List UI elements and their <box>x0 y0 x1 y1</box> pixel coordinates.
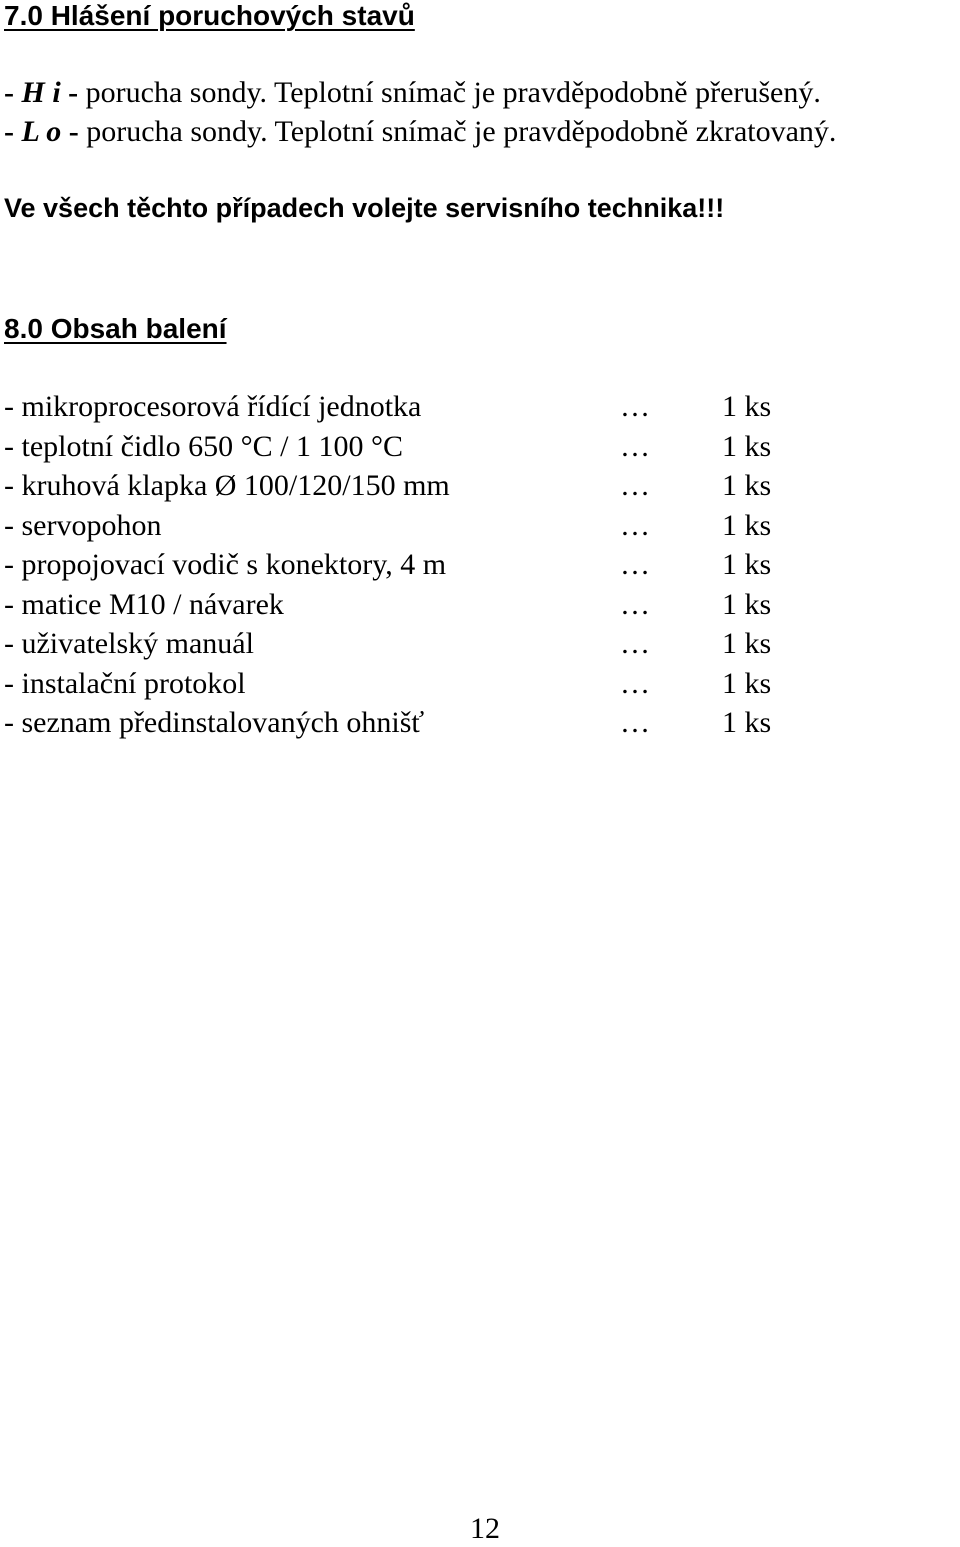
item-name: - teplotní čidlo 650 °C / 1 100 °C <box>4 429 403 463</box>
fault-description: porucha sondy. Teplotní snímač je pravděpodobně přerušený. <box>85 76 821 109</box>
list-item <box>4 471 804 511</box>
fault-code-hi: H i <box>21 76 61 109</box>
section-7-heading: 7.0 Hlášení poruchových stavů <box>4 0 415 31</box>
section-8-heading: 8.0 Obsah balení <box>4 313 227 344</box>
list-item <box>4 508 804 551</box>
item-leader: … <box>620 548 650 581</box>
package-contents-list <box>4 392 804 748</box>
item-name: - servopohon <box>4 508 162 542</box>
fault-separator: - <box>61 115 87 148</box>
item-quantity: 1 ks <box>722 666 772 700</box>
item-leader: … <box>620 666 650 700</box>
item-quantity: 1 ks <box>722 627 772 660</box>
item-leader: … <box>620 508 650 542</box>
item-leader: … <box>620 429 650 463</box>
item-name: - seznam předinstalovaných ohnišť <box>4 706 425 739</box>
item-leader: … <box>620 469 650 502</box>
item-leader: … <box>620 627 650 660</box>
list-item <box>4 392 804 432</box>
item-name: - mikroprocesorová řídící jednotka <box>4 390 422 423</box>
item-name: - instalační protokol <box>4 666 246 700</box>
item-quantity: 1 ks <box>722 706 772 739</box>
fault-lo-line <box>4 117 836 147</box>
list-item <box>4 708 804 748</box>
item-quantity: 1 ks <box>722 587 772 621</box>
item-quantity: 1 ks <box>722 429 772 463</box>
fault-hi-line <box>4 78 821 108</box>
fault-prefix: - <box>4 76 22 109</box>
item-quantity: 1 ks <box>722 469 772 502</box>
item-quantity: 1 ks <box>722 548 772 581</box>
service-notice: Ve všech těchto případech volejte servisního technika!!! <box>4 193 725 223</box>
list-item <box>4 550 804 590</box>
item-name: - propojovací vodič s konektory, 4 m <box>4 548 447 581</box>
item-quantity: 1 ks <box>722 390 772 423</box>
fault-separator: - <box>60 76 86 109</box>
page-number: 12 <box>470 1512 500 1545</box>
fault-prefix: - <box>4 115 22 148</box>
item-name: - matice M10 / návarek <box>4 587 284 621</box>
item-leader: … <box>620 706 650 739</box>
fault-description: porucha sondy. Teplotní snímač je pravděpodobně zkratovaný. <box>86 115 837 148</box>
item-leader: … <box>620 390 650 423</box>
item-name: - kruhová klapka Ø 100/120/150 mm <box>4 469 450 502</box>
item-quantity: 1 ks <box>722 508 772 542</box>
list-item <box>4 587 804 630</box>
fault-code-lo: L o <box>21 115 62 148</box>
list-item <box>4 666 804 709</box>
list-item <box>4 429 804 472</box>
item-name: - uživatelský manuál <box>4 627 254 660</box>
item-leader: … <box>620 587 650 621</box>
list-item <box>4 629 804 669</box>
